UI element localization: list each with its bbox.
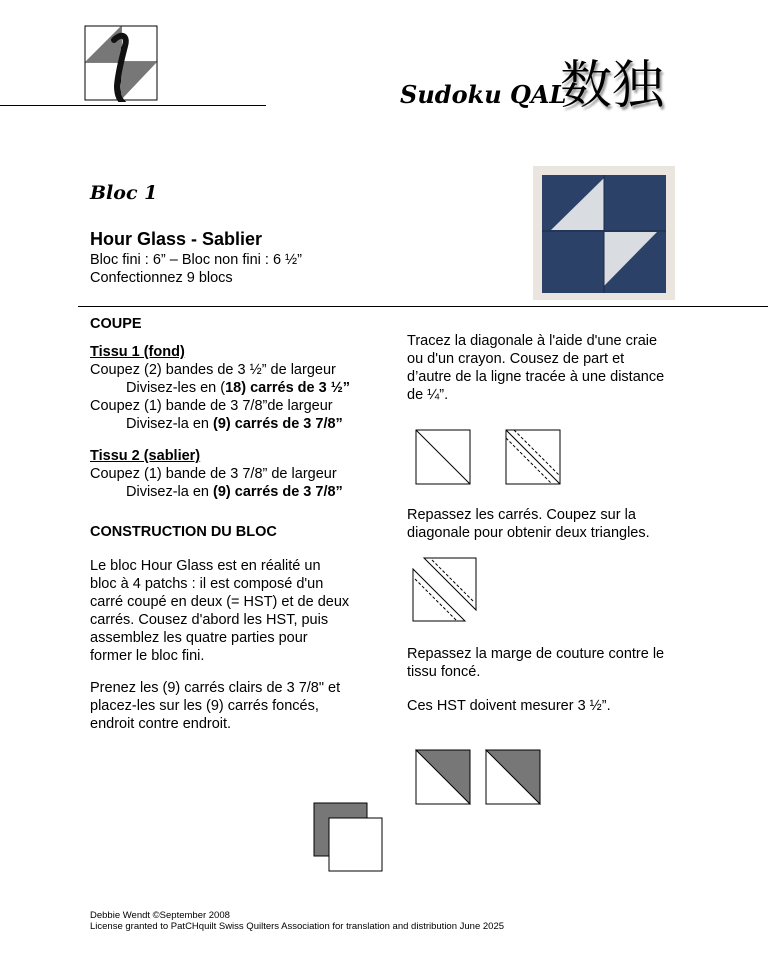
cut-triangles-diagram <box>410 557 480 625</box>
construction-heading: CONSTRUCTION DU BLOC <box>90 524 277 540</box>
tissu1-line2: Divisez-les en (18) carrés de 3 ½” <box>126 380 351 396</box>
diagonal-square-diagram <box>415 429 475 487</box>
tissu1-line3: Coupez (1) bande de 3 7/8”de largeur <box>90 398 333 414</box>
construction-paragraph-1: Le bloc Hour Glass est en réalité un bloc à 4 patchs : il est composé d'un carré coupé en deux (= HST) et de deux carrés. Cousez d'abord les HST, puis assemblez les quatre parties pour former le bloc fini. <box>90 558 350 664</box>
tissu2-heading: Tissu 2 (sablier) <box>90 448 201 464</box>
construction-paragraph-2: Prenez les (9) carrés clairs de 3 7/8" et placez-les sur les (9) carrés foncés, endroit contre endroit. <box>90 680 341 732</box>
bloc-label: Bloc 1 <box>90 182 158 204</box>
cut-heading: COUPE <box>90 316 142 332</box>
hst-size-text: Ces HST doivent mesurer 3 ½”. <box>407 698 611 714</box>
footer-copyright: Debbie Wendt ©September 2008 <box>90 910 230 921</box>
hst-pair-diagram <box>415 749 545 807</box>
trace-diagonal-paragraph: Tracez la diagonale à l'aide d'une craie ou d'un crayon. Cousez de part et d’autre de la ligne tracée à une distance de ¼”. <box>407 333 665 403</box>
press-cut-paragraph: Repassez les carrés. Coupez sur la diagonale pour obtenir deux triangles. <box>407 507 650 541</box>
tissu1-heading: Tissu 1 (fond) <box>90 344 185 360</box>
block-count: Confectionnez 9 blocs <box>90 270 233 286</box>
stacked-squares-diagram <box>312 802 386 874</box>
brand-title: Sudoku QAL <box>400 80 567 109</box>
block-title: Hour Glass - Sablier <box>90 229 263 249</box>
tissu1-line4: Divisez-la en (9) carrés de 3 7/8” <box>126 416 343 432</box>
section-rule <box>78 306 768 307</box>
tissu1-line1: Coupez (2) bandes de 3 ½” de largeur <box>90 362 336 378</box>
footer-license: License granted to PatCHquilt Swiss Quilters Association for translation and distribution June 2025 <box>90 921 505 932</box>
block-photo <box>533 166 675 300</box>
seam-lines-square-diagram <box>505 429 565 487</box>
tissu2-line1: Coupez (1) bande de 3 7/8” de largeur <box>90 466 337 482</box>
block-size: Bloc fini : 6” – Bloc non fini : 6 ½” <box>90 252 302 268</box>
sudoku-logo <box>84 24 158 102</box>
press-seam-paragraph: Repassez la marge de couture contre le tissu foncé. <box>407 646 665 680</box>
kanji-title: 数独 <box>560 56 665 116</box>
header-rule <box>0 105 266 106</box>
tissu2-line2: Divisez-la en (9) carrés de 3 7/8” <box>126 484 343 500</box>
